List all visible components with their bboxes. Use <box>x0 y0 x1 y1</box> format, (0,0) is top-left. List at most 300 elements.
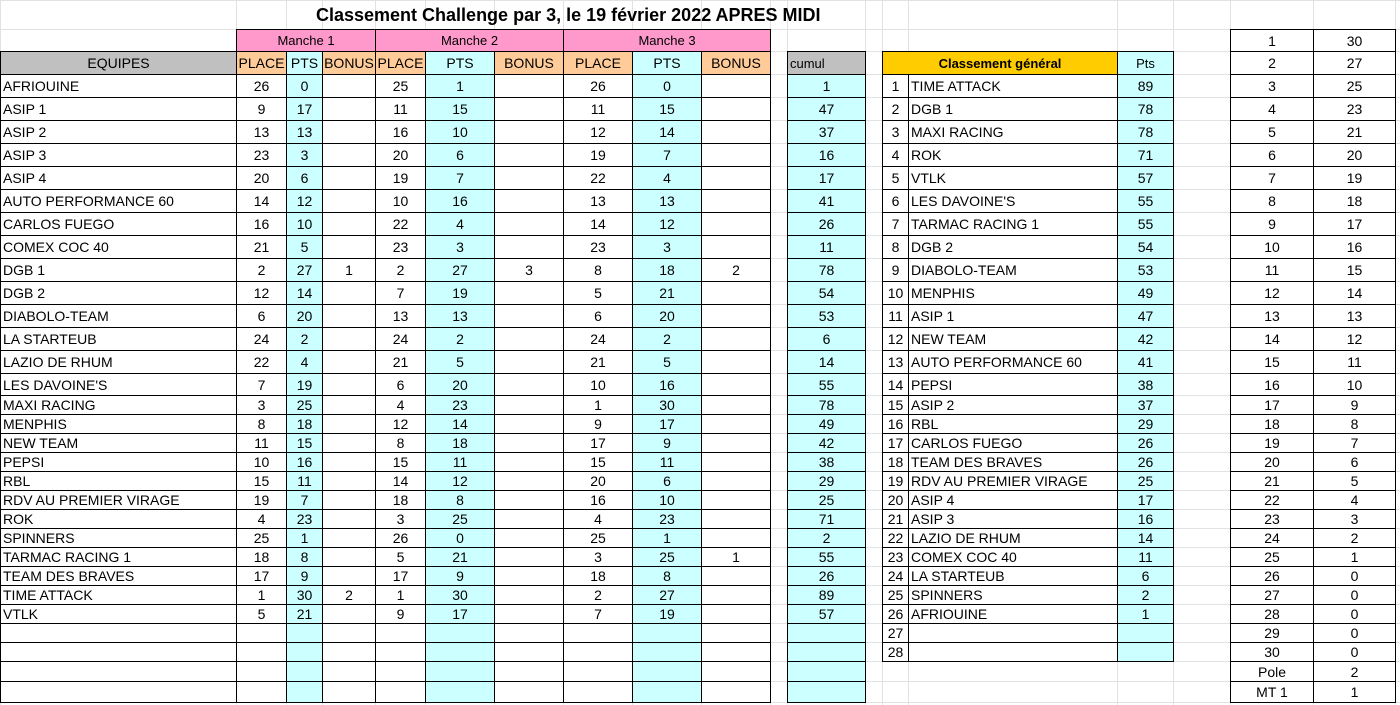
cumul-value[interactable]: 57 <box>787 604 866 624</box>
place-3[interactable]: 18 <box>563 566 633 586</box>
general-team[interactable]: TIME ATTACK <box>908 74 1118 98</box>
pts-1[interactable]: 0 <box>286 74 323 98</box>
general-team[interactable]: TARMAC RACING 1 <box>908 212 1118 236</box>
place-3[interactable]: 8 <box>563 258 633 282</box>
bareme-place[interactable]: 3 <box>1230 74 1314 98</box>
place-2[interactable]: 23 <box>375 235 426 259</box>
bonus-2[interactable] <box>494 74 564 98</box>
team-name[interactable]: AUTO PERFORMANCE 60 <box>0 189 237 213</box>
pts-1[interactable]: 20 <box>286 304 323 328</box>
place-1[interactable]: 7 <box>236 373 287 396</box>
place-1[interactable]: 23 <box>236 143 287 167</box>
place-1[interactable]: 19 <box>236 490 287 510</box>
general-rank[interactable]: 25 <box>882 585 909 605</box>
general-team[interactable]: AFRIOUINE <box>908 604 1118 624</box>
place-2[interactable]: 16 <box>375 120 426 144</box>
team-name[interactable]: AFRIOUINE <box>0 74 237 98</box>
bonus-2[interactable] <box>494 452 564 472</box>
bareme-place[interactable]: 21 <box>1230 471 1314 491</box>
bareme-points[interactable]: 1 <box>1313 681 1396 703</box>
place-3[interactable]: 3 <box>563 547 633 567</box>
pts-2[interactable]: 9 <box>425 566 495 586</box>
place-1[interactable]: 17 <box>236 566 287 586</box>
cumul-value[interactable]: 55 <box>787 547 866 567</box>
pts-header-1[interactable]: PTS <box>286 51 323 75</box>
cumul-value[interactable]: 17 <box>787 166 866 190</box>
place-2[interactable]: 22 <box>375 212 426 236</box>
bonus-2[interactable] <box>494 509 564 529</box>
general-rank[interactable]: 2 <box>882 97 909 121</box>
general-team[interactable]: TEAM DES BRAVES <box>908 452 1118 472</box>
bonus-3[interactable] <box>701 143 771 167</box>
cumul-value[interactable]: 42 <box>787 433 866 453</box>
place-2[interactable]: 18 <box>375 490 426 510</box>
equipes-header[interactable]: EQUIPES <box>0 51 237 75</box>
place-1[interactable]: 26 <box>236 74 287 98</box>
cumul-value[interactable]: 14 <box>787 350 866 374</box>
pts-1[interactable]: 27 <box>286 258 323 282</box>
place-2[interactable]: 4 <box>375 395 426 415</box>
pts-3[interactable]: 4 <box>632 166 702 190</box>
bareme-place[interactable]: 25 <box>1230 547 1314 567</box>
bonus-1[interactable] <box>322 235 376 259</box>
bareme-points[interactable]: 0 <box>1313 566 1396 586</box>
general-rank[interactable]: 13 <box>882 350 909 374</box>
pts-3[interactable]: 16 <box>632 373 702 396</box>
bonus-1[interactable] <box>322 143 376 167</box>
bonus-2[interactable] <box>494 395 564 415</box>
general-rank[interactable]: 15 <box>882 395 909 415</box>
manche-1-header[interactable]: Manche 1 <box>236 29 376 52</box>
pts-2[interactable]: 13 <box>425 304 495 328</box>
pts-1[interactable]: 15 <box>286 433 323 453</box>
cumul-value[interactable] <box>787 623 866 643</box>
bareme-points[interactable]: 21 <box>1313 120 1396 144</box>
place-1[interactable] <box>236 623 287 643</box>
general-team[interactable]: LES DAVOINE'S <box>908 189 1118 213</box>
bareme-place[interactable]: 16 <box>1230 373 1314 396</box>
bonus-3[interactable] <box>701 235 771 259</box>
bareme-place[interactable]: 9 <box>1230 212 1314 236</box>
general-pts[interactable]: 38 <box>1117 373 1174 396</box>
bonus-1[interactable] <box>322 327 376 351</box>
cumul-value[interactable]: 1 <box>787 74 866 98</box>
place-3[interactable]: 19 <box>563 143 633 167</box>
general-team[interactable]: RBL <box>908 414 1118 434</box>
team-name[interactable]: SPINNERS <box>0 528 237 548</box>
place-3[interactable]: 2 <box>563 585 633 605</box>
cumul-value[interactable]: 49 <box>787 414 866 434</box>
cumul-value[interactable]: 41 <box>787 189 866 213</box>
cumul-value[interactable]: 6 <box>787 327 866 351</box>
pts-2[interactable]: 0 <box>425 528 495 548</box>
pts-2[interactable]: 21 <box>425 547 495 567</box>
general-pts[interactable]: 2 <box>1117 585 1174 605</box>
pts-1[interactable]: 9 <box>286 566 323 586</box>
general-pts[interactable]: 55 <box>1117 212 1174 236</box>
pts-2[interactable]: 6 <box>425 143 495 167</box>
pts-1[interactable]: 18 <box>286 414 323 434</box>
bonus-3[interactable] <box>701 304 771 328</box>
pts-1[interactable]: 4 <box>286 350 323 374</box>
place-2[interactable]: 19 <box>375 166 426 190</box>
general-pts[interactable]: 29 <box>1117 414 1174 434</box>
team-name[interactable]: LAZIO DE RHUM <box>0 350 237 374</box>
bareme-place[interactable]: 18 <box>1230 414 1314 434</box>
place-3[interactable]: 16 <box>563 490 633 510</box>
pts-3[interactable]: 21 <box>632 281 702 305</box>
bonus-3[interactable] <box>701 120 771 144</box>
general-rank[interactable]: 18 <box>882 452 909 472</box>
bonus-2[interactable] <box>494 281 564 305</box>
bareme-place[interactable]: 19 <box>1230 433 1314 453</box>
general-team[interactable]: ASIP 4 <box>908 490 1118 510</box>
pts-2[interactable]: 12 <box>425 471 495 491</box>
bareme-points[interactable]: 17 <box>1313 212 1396 236</box>
pts-1[interactable]: 10 <box>286 212 323 236</box>
place-header-1[interactable]: PLACE <box>236 51 287 75</box>
place-2[interactable]: 6 <box>375 373 426 396</box>
bonus-1[interactable] <box>322 74 376 98</box>
bareme-points[interactable]: 13 <box>1313 304 1396 328</box>
place-2[interactable]: 3 <box>375 509 426 529</box>
cumul-value[interactable]: 55 <box>787 373 866 396</box>
general-pts[interactable]: 41 <box>1117 350 1174 374</box>
pts-2[interactable]: 25 <box>425 509 495 529</box>
pts-3[interactable]: 14 <box>632 120 702 144</box>
place-3[interactable]: 24 <box>563 327 633 351</box>
general-rank[interactable]: 17 <box>882 433 909 453</box>
place-3[interactable] <box>563 642 633 662</box>
place-1[interactable]: 15 <box>236 471 287 491</box>
cumul-value[interactable]: 89 <box>787 585 866 605</box>
bareme-points[interactable]: 0 <box>1313 604 1396 624</box>
pts-3[interactable] <box>632 642 702 662</box>
bareme-points[interactable]: 23 <box>1313 97 1396 121</box>
place-2[interactable]: 7 <box>375 281 426 305</box>
bareme-points[interactable]: 25 <box>1313 74 1396 98</box>
pts-2[interactable]: 16 <box>425 189 495 213</box>
general-pts-header[interactable]: Pts <box>1117 51 1174 75</box>
bareme-place[interactable]: 24 <box>1230 528 1314 548</box>
place-2[interactable]: 10 <box>375 189 426 213</box>
bonus-1[interactable] <box>322 212 376 236</box>
bonus-2[interactable] <box>494 350 564 374</box>
page-title[interactable]: Classement Challenge par 3, le 19 février 2022 APRES MIDI <box>316 5 821 25</box>
cumul-header[interactable]: cumul <box>787 51 866 75</box>
bonus-1[interactable] <box>322 528 376 548</box>
pts-3[interactable]: 17 <box>632 414 702 434</box>
bareme-place[interactable]: 6 <box>1230 143 1314 167</box>
place-2[interactable]: 12 <box>375 414 426 434</box>
bonus-3[interactable] <box>701 585 771 605</box>
pts-3[interactable] <box>632 623 702 643</box>
pts-2[interactable]: 20 <box>425 373 495 396</box>
bareme-place[interactable]: 14 <box>1230 327 1314 351</box>
bonus-2[interactable] <box>494 681 564 703</box>
bonus-1[interactable] <box>322 471 376 491</box>
place-1[interactable]: 9 <box>236 97 287 121</box>
team-name[interactable] <box>0 623 237 643</box>
pts-1[interactable] <box>286 642 323 662</box>
place-2[interactable]: 8 <box>375 433 426 453</box>
bareme-place[interactable]: 17 <box>1230 395 1314 415</box>
bonus-1[interactable] <box>322 509 376 529</box>
pts-3[interactable]: 15 <box>632 97 702 121</box>
place-1[interactable]: 3 <box>236 395 287 415</box>
general-team[interactable]: ASIP 3 <box>908 509 1118 529</box>
place-2[interactable]: 25 <box>375 74 426 98</box>
place-2[interactable]: 5 <box>375 547 426 567</box>
bareme-points[interactable]: 4 <box>1313 490 1396 510</box>
bareme-place[interactable]: 23 <box>1230 509 1314 529</box>
pts-1[interactable] <box>286 681 323 703</box>
place-3[interactable]: 13 <box>563 189 633 213</box>
place-1[interactable]: 13 <box>236 120 287 144</box>
bonus-1[interactable] <box>322 547 376 567</box>
general-pts[interactable]: 16 <box>1117 509 1174 529</box>
bareme-place[interactable]: 15 <box>1230 350 1314 374</box>
place-3[interactable]: 21 <box>563 350 633 374</box>
place-3[interactable]: 26 <box>563 74 633 98</box>
place-3[interactable]: 7 <box>563 604 633 624</box>
pts-2[interactable]: 10 <box>425 120 495 144</box>
bonus-1[interactable] <box>322 604 376 624</box>
general-rank[interactable]: 26 <box>882 604 909 624</box>
bareme-points[interactable]: 30 <box>1313 29 1396 52</box>
team-name[interactable]: COMEX COC 40 <box>0 235 237 259</box>
cumul-value[interactable]: 47 <box>787 97 866 121</box>
bareme-place[interactable]: Pole <box>1230 661 1314 682</box>
pts-3[interactable]: 7 <box>632 143 702 167</box>
general-rank[interactable]: 7 <box>882 212 909 236</box>
general-pts[interactable]: 14 <box>1117 528 1174 548</box>
bonus-2[interactable] <box>494 97 564 121</box>
team-name[interactable] <box>0 681 237 703</box>
bonus-3[interactable] <box>701 452 771 472</box>
general-team[interactable]: LAZIO DE RHUM <box>908 528 1118 548</box>
general-rank[interactable]: 5 <box>882 166 909 190</box>
pts-header-2[interactable]: PTS <box>425 51 495 75</box>
pts-3[interactable]: 30 <box>632 395 702 415</box>
bonus-3[interactable]: 1 <box>701 547 771 567</box>
place-3[interactable] <box>563 623 633 643</box>
general-pts[interactable]: 11 <box>1117 547 1174 567</box>
pts-2[interactable] <box>425 661 495 682</box>
general-rank[interactable]: 27 <box>882 623 909 643</box>
place-2[interactable]: 9 <box>375 604 426 624</box>
bareme-place[interactable]: 11 <box>1230 258 1314 282</box>
pts-1[interactable]: 16 <box>286 452 323 472</box>
bareme-place[interactable]: 20 <box>1230 452 1314 472</box>
cumul-value[interactable] <box>787 642 866 662</box>
place-1[interactable]: 20 <box>236 166 287 190</box>
bonus-1[interactable] <box>322 566 376 586</box>
pts-2[interactable] <box>425 623 495 643</box>
place-1[interactable]: 2 <box>236 258 287 282</box>
place-1[interactable] <box>236 681 287 703</box>
pts-3[interactable]: 12 <box>632 212 702 236</box>
team-name[interactable]: ASIP 4 <box>0 166 237 190</box>
pts-1[interactable]: 8 <box>286 547 323 567</box>
classement-general-header[interactable]: Classement général <box>882 51 1118 75</box>
general-pts[interactable]: 78 <box>1117 97 1174 121</box>
bonus-3[interactable] <box>701 509 771 529</box>
bareme-points[interactable]: 18 <box>1313 189 1396 213</box>
team-name[interactable] <box>0 642 237 662</box>
general-rank[interactable]: 12 <box>882 327 909 351</box>
general-rank[interactable]: 23 <box>882 547 909 567</box>
general-rank[interactable]: 3 <box>882 120 909 144</box>
general-team[interactable]: NEW TEAM <box>908 327 1118 351</box>
bareme-points[interactable]: 19 <box>1313 166 1396 190</box>
general-pts[interactable]: 57 <box>1117 166 1174 190</box>
bareme-place[interactable]: 28 <box>1230 604 1314 624</box>
place-3[interactable]: 14 <box>563 212 633 236</box>
pts-3[interactable]: 2 <box>632 327 702 351</box>
pts-1[interactable] <box>286 661 323 682</box>
place-2[interactable]: 15 <box>375 452 426 472</box>
bonus-1[interactable] <box>322 189 376 213</box>
place-3[interactable]: 25 <box>563 528 633 548</box>
general-team[interactable]: MAXI RACING <box>908 120 1118 144</box>
pts-1[interactable]: 14 <box>286 281 323 305</box>
general-pts[interactable]: 1 <box>1117 604 1174 624</box>
bonus-1[interactable] <box>322 414 376 434</box>
bonus-3[interactable] <box>701 281 771 305</box>
team-name[interactable]: RBL <box>0 471 237 491</box>
team-name[interactable]: LES DAVOINE'S <box>0 373 237 396</box>
place-3[interactable]: 1 <box>563 395 633 415</box>
bonus-1[interactable] <box>322 681 376 703</box>
place-1[interactable]: 24 <box>236 327 287 351</box>
bonus-3[interactable] <box>701 350 771 374</box>
general-team[interactable]: ASIP 1 <box>908 304 1118 328</box>
cumul-value[interactable]: 25 <box>787 490 866 510</box>
bonus-3[interactable] <box>701 433 771 453</box>
pts-2[interactable]: 11 <box>425 452 495 472</box>
team-name[interactable]: ASIP 2 <box>0 120 237 144</box>
pts-1[interactable]: 13 <box>286 120 323 144</box>
general-pts[interactable]: 54 <box>1117 235 1174 259</box>
place-3[interactable]: 9 <box>563 414 633 434</box>
cumul-value[interactable] <box>787 681 866 703</box>
pts-2[interactable]: 1 <box>425 74 495 98</box>
pts-1[interactable] <box>286 623 323 643</box>
team-name[interactable]: LA STARTEUB <box>0 327 237 351</box>
pts-1[interactable]: 7 <box>286 490 323 510</box>
general-rank[interactable]: 10 <box>882 281 909 305</box>
general-pts[interactable] <box>1117 642 1174 662</box>
bonus-2[interactable] <box>494 585 564 605</box>
place-3[interactable]: 4 <box>563 509 633 529</box>
pts-3[interactable]: 19 <box>632 604 702 624</box>
pts-3[interactable]: 11 <box>632 452 702 472</box>
general-pts[interactable]: 17 <box>1117 490 1174 510</box>
pts-2[interactable]: 14 <box>425 414 495 434</box>
pts-2[interactable]: 3 <box>425 235 495 259</box>
pts-1[interactable]: 6 <box>286 166 323 190</box>
bonus-1[interactable] <box>322 304 376 328</box>
pts-1[interactable]: 17 <box>286 97 323 121</box>
bonus-1[interactable] <box>322 623 376 643</box>
general-team[interactable]: ASIP 2 <box>908 395 1118 415</box>
pts-2[interactable]: 23 <box>425 395 495 415</box>
cumul-value[interactable] <box>787 661 866 682</box>
place-2[interactable]: 21 <box>375 350 426 374</box>
general-team[interactable]: SPINNERS <box>908 585 1118 605</box>
bonus-3[interactable] <box>701 74 771 98</box>
bonus-3[interactable]: 2 <box>701 258 771 282</box>
place-2[interactable]: 1 <box>375 585 426 605</box>
team-name[interactable]: MAXI RACING <box>0 395 237 415</box>
pts-2[interactable]: 5 <box>425 350 495 374</box>
pts-3[interactable]: 27 <box>632 585 702 605</box>
pts-3[interactable]: 20 <box>632 304 702 328</box>
bonus-1[interactable] <box>322 661 376 682</box>
pts-2[interactable]: 15 <box>425 97 495 121</box>
pts-3[interactable]: 10 <box>632 490 702 510</box>
bonus-3[interactable] <box>701 373 771 396</box>
general-rank[interactable]: 28 <box>882 642 909 662</box>
general-team[interactable] <box>908 642 1118 662</box>
place-2[interactable] <box>375 681 426 703</box>
bonus-3[interactable] <box>701 212 771 236</box>
general-pts[interactable]: 49 <box>1117 281 1174 305</box>
place-2[interactable] <box>375 642 426 662</box>
general-team[interactable]: VTLK <box>908 166 1118 190</box>
pts-3[interactable]: 23 <box>632 509 702 529</box>
place-3[interactable]: 11 <box>563 97 633 121</box>
general-team[interactable]: COMEX COC 40 <box>908 547 1118 567</box>
bonus-1[interactable] <box>322 166 376 190</box>
place-3[interactable]: 15 <box>563 452 633 472</box>
cumul-value[interactable]: 38 <box>787 452 866 472</box>
general-pts[interactable]: 47 <box>1117 304 1174 328</box>
pts-2[interactable]: 7 <box>425 166 495 190</box>
bonus-2[interactable] <box>494 623 564 643</box>
general-pts[interactable]: 6 <box>1117 566 1174 586</box>
bonus-2[interactable] <box>494 490 564 510</box>
general-pts[interactable]: 78 <box>1117 120 1174 144</box>
place-2[interactable] <box>375 661 426 682</box>
place-3[interactable] <box>563 661 633 682</box>
pts-3[interactable]: 0 <box>632 74 702 98</box>
general-team[interactable]: DIABOLO-TEAM <box>908 258 1118 282</box>
bareme-place[interactable]: 2 <box>1230 51 1314 75</box>
place-header-2[interactable]: PLACE <box>375 51 426 75</box>
team-name[interactable]: DGB 1 <box>0 258 237 282</box>
general-rank[interactable]: 6 <box>882 189 909 213</box>
bonus-header-1[interactable]: BONUS <box>322 51 376 75</box>
bareme-points[interactable]: 0 <box>1313 642 1396 662</box>
place-1[interactable]: 25 <box>236 528 287 548</box>
place-3[interactable]: 5 <box>563 281 633 305</box>
bareme-points[interactable]: 14 <box>1313 281 1396 305</box>
pts-2[interactable]: 8 <box>425 490 495 510</box>
pts-3[interactable]: 6 <box>632 471 702 491</box>
bareme-place[interactable]: MT 1 <box>1230 681 1314 703</box>
pts-3[interactable] <box>632 681 702 703</box>
bonus-1[interactable] <box>322 120 376 144</box>
general-team[interactable]: LA STARTEUB <box>908 566 1118 586</box>
bareme-points[interactable]: 7 <box>1313 433 1396 453</box>
bonus-2[interactable] <box>494 604 564 624</box>
team-name[interactable]: TIME ATTACK <box>0 585 237 605</box>
bonus-2[interactable] <box>494 189 564 213</box>
pts-3[interactable]: 8 <box>632 566 702 586</box>
pts-3[interactable]: 13 <box>632 189 702 213</box>
